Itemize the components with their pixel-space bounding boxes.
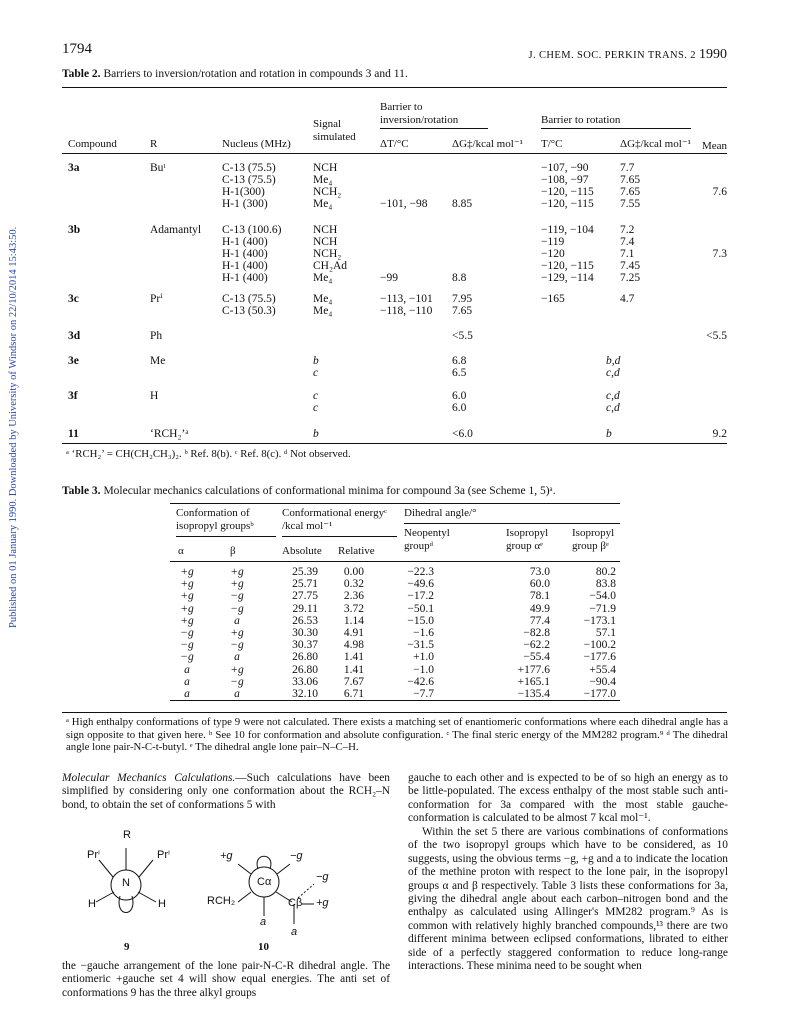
- table3-head-dihedral: Dihedral angle/°: [404, 507, 477, 519]
- table3-cell: 1.14: [343, 614, 364, 627]
- table3-cell: 49.9: [529, 602, 550, 615]
- table3-caption-label: Table 3.: [62, 485, 101, 497]
- table3-cell: 33.06: [292, 675, 318, 688]
- table2-cell-t: −165: [541, 293, 565, 305]
- table3-cell: −177.0: [583, 688, 616, 700]
- table2-head-rule: [62, 153, 727, 154]
- table2-inv-rule: [380, 128, 488, 129]
- table3-cell: −71.9: [589, 602, 616, 615]
- table3-cell: +165.1: [517, 675, 550, 688]
- table2-cell-dt: −99: [380, 272, 398, 284]
- table2-cell-signal: NCH Me₄ NCH₂ Me₄: [313, 162, 342, 210]
- table3-cell: 29.11: [292, 602, 318, 615]
- s10-a2-label: a: [291, 926, 298, 938]
- table2-cell-dg2: b: [606, 428, 612, 440]
- table3-cell: a: [234, 688, 240, 700]
- table2-head-dt: ΔT/°C: [380, 138, 409, 150]
- table3-conf-rule: [176, 536, 276, 537]
- table2-cell-dg2: b,d c,d: [606, 355, 621, 379]
- table3-cell: 4.98: [343, 639, 364, 652]
- table2-cell-t: −107, −90 −108, −97 −120, −115 −120, −115: [541, 162, 594, 210]
- table2-cell-mean: 7.6: [712, 186, 727, 198]
- table3-cell: +g: [230, 627, 244, 639]
- table3-cell: 57.1: [595, 627, 616, 639]
- table3-cell: −82.8: [523, 627, 550, 639]
- table2-cell-dt: −101, −98: [380, 198, 428, 210]
- table3-cell: 77.4: [529, 614, 550, 627]
- table3-caption: [62, 485, 556, 497]
- table3-cell: 1.41: [343, 651, 364, 664]
- table3-cell: −g: [180, 639, 194, 652]
- table2-footnote: ᵃ ‘RCH₂’ = CH(CH₂CH₃)₂. ᵇ Ref. 8(b). ᶜ Ref. 8(c). ᵈ Not observed.: [66, 448, 351, 460]
- table2-top-rule: [62, 87, 727, 88]
- table2-cell-dg2: c,d c,d: [606, 390, 620, 414]
- table3-cell: −173.1: [583, 614, 616, 627]
- table2-cell-dg: <5.5: [452, 330, 473, 342]
- table2-cell-compound: 3c: [68, 293, 79, 305]
- table2-head-signal: Signal simulated: [313, 118, 356, 143]
- table2-cell-dg: 8.85: [452, 198, 473, 210]
- table3-cell: +g: [180, 602, 194, 615]
- table3-cell: −g: [230, 602, 244, 615]
- page-number: 1794: [62, 41, 92, 57]
- table3-cell: −54.0: [589, 590, 616, 603]
- table3-cell: 27.75: [292, 590, 318, 603]
- table3-cell: 32.10: [292, 688, 318, 700]
- table3-cell: −22.3: [407, 566, 434, 578]
- s10-mg2-label: −g: [316, 871, 329, 883]
- table3-head-energy: Conformational energyᶜ /kcal mol⁻¹: [282, 507, 387, 532]
- table3-cell: a: [184, 688, 190, 700]
- s10-pg-label: +g: [220, 850, 233, 862]
- table2-head-compound: Compound: [68, 138, 117, 150]
- table3-cell: −50.1: [407, 602, 434, 615]
- journal-header: [528, 47, 727, 63]
- table2-cell-compound: 3a: [68, 162, 80, 174]
- table3-cell: 2.36: [343, 590, 364, 603]
- table3-cell: −7.7: [413, 688, 434, 700]
- table2-cell-r: ‘RCH₂’ᵃ: [150, 428, 189, 440]
- table3-cell: 83.8: [595, 578, 616, 591]
- journal-name: J. CHEM. SOC. PERKIN TRANS. 2: [528, 50, 696, 61]
- table3-cell: −90.4: [589, 675, 616, 688]
- table3-cell: 25.39: [292, 566, 318, 578]
- structure-9-number: 9: [124, 941, 130, 953]
- table3-cell: −g: [180, 651, 194, 664]
- table3-head-abs: Absolute: [282, 545, 322, 557]
- body-left-text1: —Such calculations have been simplified by considering only one conformation about the RCH₂–N bond, to obtain the set of conformations 5 with: [62, 772, 390, 811]
- table2-cell-r: Buᵗ: [150, 162, 166, 174]
- table3-cell: 25.71: [292, 578, 318, 591]
- table2-cell-signal: b c: [313, 355, 319, 379]
- table3-head-alpha: α: [178, 545, 184, 557]
- table3-cell: a: [184, 663, 190, 676]
- table3-head-neo: Neopentyl groupᵈ: [404, 527, 450, 552]
- table2-cell-dt: −113, −101 −118, −110: [380, 293, 433, 317]
- table2-cell-dg: 8.8: [452, 272, 467, 284]
- s10-ca-label: Cα: [257, 876, 272, 888]
- table2-cell-signal: NCH NCH NCH₂ CH₂Ad Me₄: [313, 224, 348, 284]
- table2-cell-mean: <5.5: [706, 330, 727, 342]
- table3-cell: −100.2: [583, 639, 616, 652]
- s10-rch2-label: RCH₂: [207, 895, 236, 907]
- table3-cell: 0.32: [343, 578, 364, 591]
- table3-cell: 30.30: [292, 627, 318, 639]
- table3-cell: 6.71: [343, 688, 364, 700]
- body-right-para1: gauche to each other and is expected to be of so high an energy as to be little-populated. The excess enthalpy of the most stable such anti-conformation for 3a compared with the most stable gauche-conformation is calculated to be almost 7 kcal mol⁻¹.: [408, 772, 728, 825]
- table3-cell: −1.0: [413, 663, 434, 676]
- table3-cell: +g: [230, 578, 244, 591]
- table2-cell-nucleus: C-13 (100.6) H-1 (400) H-1 (400) H-1 (400) H-1 (400): [222, 224, 282, 284]
- table2-rot-rule: [541, 128, 691, 129]
- table2-cell-r: H: [150, 390, 159, 402]
- table3-dihedral-rule: [404, 523, 620, 524]
- table3-cell: a: [234, 651, 240, 664]
- table2-cell-nucleus: C-13 (75.5) C-13 (50.3): [222, 293, 276, 317]
- s9-pr1-label: Prⁱ: [87, 849, 100, 861]
- table3-cell: −g: [230, 639, 244, 652]
- table3-cell: +g: [180, 614, 194, 627]
- table2-cell-compound: 11: [68, 428, 79, 440]
- body-left-para1: [62, 772, 390, 812]
- table3-cell: 80.2: [595, 566, 616, 578]
- body-left-para2: the −gauche arrangement of the lone pair-N-C-R dihedral angle. The entiomeric +gauche set 4 will show equal energies. The anti set of conformations 9 has the three alkyl groups: [62, 960, 390, 999]
- table3-cell: +g: [180, 578, 194, 591]
- table3-cell: +g: [180, 590, 194, 603]
- s10-pg2-label: +g: [316, 897, 329, 909]
- table2-cell-compound: 3f: [68, 390, 78, 402]
- download-watermark: [6, 150, 22, 630]
- table3-cell: a: [234, 614, 240, 627]
- table2-head-rot: Barrier to rotation: [541, 114, 621, 126]
- s9-n-label: N: [122, 877, 130, 889]
- table3-head-conf: Conformation of isopropyl groupsᵇ: [176, 507, 254, 532]
- table3-cell: a: [184, 675, 190, 688]
- table2-cell-mean: 9.2: [712, 428, 727, 440]
- table3-top-rule: [170, 503, 620, 504]
- table3-bottom-rule: [170, 700, 620, 701]
- journal-year: 1990: [699, 47, 727, 62]
- table3-cell: +55.4: [589, 663, 616, 676]
- s10-cb-label: Cβ: [288, 897, 303, 909]
- table2-cell-dg: 6.8 6.5: [452, 355, 467, 379]
- table3-cell: 78.1: [529, 590, 550, 603]
- table3-cell: 26.80: [292, 651, 318, 664]
- table2-head-t: T/°C: [541, 138, 563, 150]
- table3-cell: 4.91: [343, 627, 364, 639]
- table2-cell-dg: <6.0: [452, 428, 473, 440]
- table3-footnote: ᵃ High enthalpy conformations of type 9 were not calculated. There exists a matching set of enantiomeric conformations where each dihedral angle has a sign opposite to that given here. ᵇ See 10 for conformation and absolute configuration. ᶜ The final steric energy of the MM282 program.⁹ ᵈ The dihedral angle lone pair-N-C-t-butyl. ᵉ The dihedral angle lone pair–N–C–H.: [66, 716, 728, 753]
- table2-cell-dg: 7.95 7.65: [452, 293, 473, 317]
- table2-cell-r: Adamantyl: [150, 224, 202, 236]
- table2-cell-r: Prⁱ: [150, 293, 163, 305]
- body-right-para2: Within the set 5 there are various combinations of conformations of the two isopropyl groups which have to be considered, as 10 suggests, using the obvious terms −g, +g and a to indicate the location of the methine proton with respect to the lone pair, in the isopropyl groups α and β respectively. Table 3 lists these conformations for 3a, giving the dihedral angle about each carbon–nitrogen bond and the enthalpy as calculated using Allinger's MM282 program.⁹ As is common with relatively highly branched compounds,¹³ there are two different minima between eclipsed conformations, librated to either side of a perfectly staggered conformation to reduce long-range interactions. These minima need to be sought when: [408, 826, 728, 973]
- table2-head-r: R: [150, 138, 158, 150]
- table2-cell-nucleus: C-13 (75.5) C-13 (75.5) H-1(300) H-1 (300): [222, 162, 276, 210]
- s9-h1-label: H: [88, 898, 96, 910]
- section-heading: Molecular Mechanics Calculations.: [62, 772, 236, 784]
- table3-footnote-rule: [62, 712, 727, 713]
- table3-cell: 26.53: [292, 614, 318, 627]
- table3-cell: −62.2: [523, 639, 550, 652]
- s9-h2-label: H: [158, 898, 166, 910]
- table3-cell: −g: [230, 590, 244, 603]
- table3-cell: 30.37: [292, 639, 318, 652]
- table3-cell: 60.0: [529, 578, 550, 591]
- table3-cell: −177.6: [583, 651, 616, 664]
- table2-caption-label: Table 2.: [62, 68, 101, 80]
- table3-cell: +177.6: [517, 663, 550, 676]
- table3-cell: −g: [180, 627, 194, 639]
- table2-cell-dg2: 7.7 7.65 7.65 7.55: [620, 162, 641, 210]
- table3-cell: 26.80: [292, 663, 318, 676]
- table2-cell-compound: 3e: [68, 355, 79, 367]
- table2-cell-signal: c c: [313, 390, 319, 414]
- table2-caption: [62, 68, 408, 80]
- table2-cell-compound: 3b: [68, 224, 81, 236]
- download-watermark-text: Published on 01 January 1990. Downloaded by University of Windsor on 22/10/2014 15:43:50.: [8, 226, 19, 628]
- table3-cell: 0.00: [343, 566, 364, 578]
- table3-cell: −1.6: [413, 627, 434, 639]
- s10-a1-label: a: [260, 916, 267, 928]
- table3-cell: +g: [180, 566, 194, 578]
- table3-caption-text: Molecular mechanics calculations of conformational minima for compound 3a (see Scheme 1, 5)ᵃ.: [103, 485, 556, 497]
- table3-cell: −49.6: [407, 578, 434, 591]
- table2-head-mean: Mean: [702, 140, 728, 152]
- table2-cell-t: −119, −104 −119 −120 −120, −115 −129, −114: [541, 224, 594, 284]
- table3-cell: 1.41: [343, 663, 364, 676]
- table2-cell-r: Me: [150, 355, 166, 367]
- table2-cell-r: Ph: [150, 330, 163, 342]
- table2-bottom-rule: [62, 443, 727, 444]
- table3-cell: −15.0: [407, 614, 434, 627]
- table2-cell-dg2: 4.7: [620, 293, 635, 305]
- table3-cell: 73.0: [529, 566, 550, 578]
- table3-head-beta: β: [230, 545, 236, 557]
- s10-mg1-label: −g: [290, 850, 303, 862]
- table3-head-ipb: Isopropyl group βᵉ: [572, 527, 615, 552]
- table3-cell: 7.67: [343, 675, 364, 688]
- s9-r-label: R: [123, 829, 131, 841]
- table2-cell-mean: 7.3: [712, 248, 727, 260]
- table2-cell-signal: Me₄ Me₄: [313, 293, 333, 317]
- table3-cell: −55.4: [523, 651, 550, 664]
- table2-head-dg: ΔG‡/kcal mol⁻¹: [452, 138, 523, 150]
- table3-cell: −42.6: [407, 675, 434, 688]
- table3-head-rule: [170, 561, 620, 562]
- structure-10-drawing: [238, 856, 314, 924]
- structure-10-number: 10: [258, 941, 269, 953]
- table2-head-inv: Barrier to inversion/rotation: [380, 101, 459, 126]
- conformation-structures: [62, 820, 392, 955]
- table3-cell: 3.72: [343, 602, 364, 615]
- table3-cell: −g: [230, 675, 244, 688]
- table3-cell: −135.4: [517, 688, 550, 700]
- table2-cell-dg2: 7.2 7.4 7.1 7.45 7.25: [620, 224, 641, 284]
- table3-head-rel: Relative: [338, 545, 375, 557]
- table3-cell: −17.2: [407, 590, 434, 603]
- table2-cell-compound: 3d: [68, 330, 81, 342]
- table2-caption-text: Barriers to inversion/rotation and rotation in compounds 3 and 11.: [103, 68, 408, 80]
- table3-cell: +1.0: [413, 651, 434, 664]
- table3-cell: +g: [230, 566, 244, 578]
- table2-cell-dg: 6.0 6.0: [452, 390, 467, 414]
- table2-head-nucleus: Nucleus (MHz): [222, 138, 291, 150]
- s9-pr2-label: Prⁱ: [157, 849, 170, 861]
- table3-cell: +g: [230, 663, 244, 676]
- table2-head-dg2: ΔG‡/kcal mol⁻¹: [620, 138, 691, 150]
- table3-cell: −31.5: [407, 639, 434, 652]
- table2-cell-signal: b: [313, 428, 319, 440]
- table3-head-ipa: Isopropyl group αᵉ: [506, 527, 549, 552]
- table3-energy-rule: [282, 536, 397, 537]
